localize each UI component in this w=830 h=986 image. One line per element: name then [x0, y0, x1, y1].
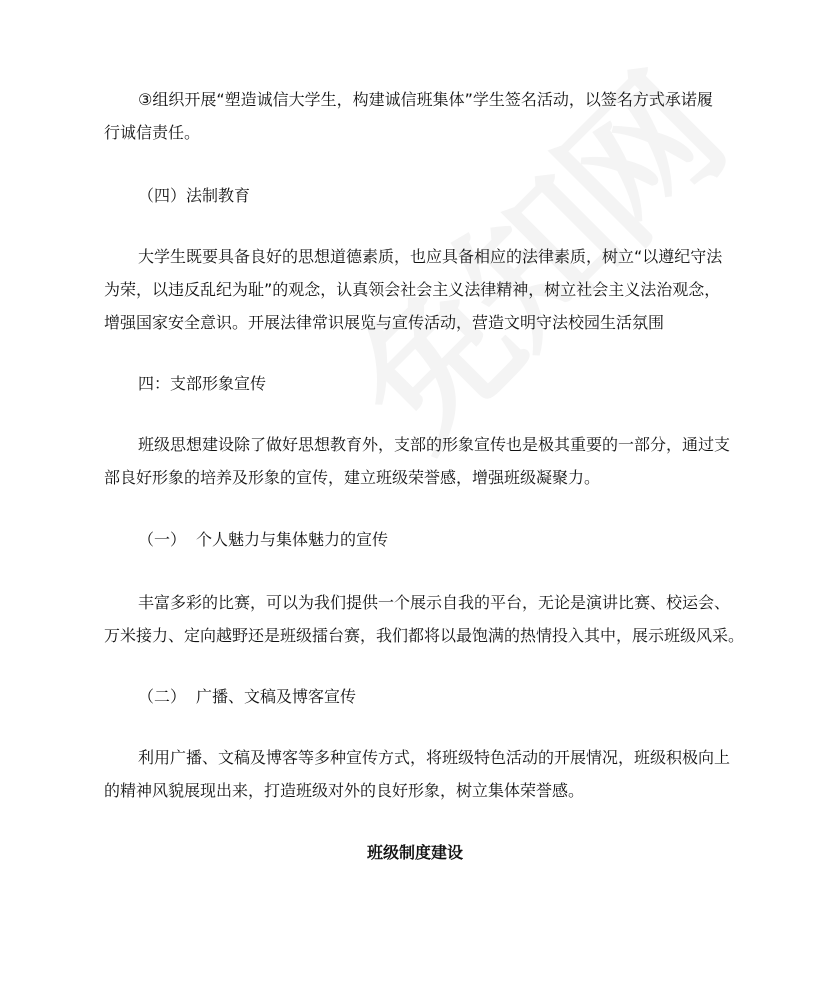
paragraph-line: 万米接力、定向越野还是班级擂台赛，我们都将以最饱满的热情投入其中，展示班级风采。	[104, 626, 745, 645]
paragraph-line: 丰富多彩的比赛，可以为我们提供一个展示自我的平台，无论是演讲比赛、校运会、	[138, 593, 731, 612]
paragraph-line: 部良好形象的培养及形象的宣传，建立班级荣誉感，增强班级凝聚力。	[104, 468, 601, 487]
paragraph-line: 班级思想建设除了做好思想教育外，支部的形象宣传也是极其重要的一部分，通过支	[138, 435, 731, 454]
paragraph-line: ③组织开展“塑造诚信大学生，构建诚信班集体”学生签名活动，以签名方式承诺履	[138, 90, 713, 109]
paragraph-line: 为荣，以违反乱纪为耻”的观念，认真领会社会主义法律精神，树立社会主义法治观念，	[104, 280, 721, 299]
paragraph-line: 增强国家安全意识。开展法律常识展览与宣传活动，营造文明守法校园生活氛围	[104, 313, 665, 332]
paragraph-line: 行诚信责任。	[104, 123, 201, 142]
section-heading: 四：支部形象宣传	[138, 374, 267, 393]
section-heading: （四）法制教育	[138, 186, 251, 205]
paragraph-line: 利用广播、文稿及博客等多种宣传方式，将班级特色活动的开展情况，班级积极向上	[138, 748, 731, 767]
sub-heading	[138, 687, 356, 707]
sub-heading-number: （二）	[138, 687, 187, 706]
paragraph-line: 的精神风貌展现出来，打造班级对外的良好形象，树立集体荣誉感。	[104, 781, 585, 800]
section-title: 班级制度建设	[366, 843, 463, 862]
paragraph-line: 大学生既要具备良好的思想道德素质，也应具备相应的法律素质，树立“以遵纪守法	[138, 247, 723, 266]
sub-heading	[138, 530, 388, 550]
sub-heading-number: （一）	[138, 530, 187, 549]
sub-heading-text: 个人魅力与集体魅力的宣传	[196, 530, 389, 549]
sub-heading-text: 广播、文稿及博客宣传	[196, 687, 357, 706]
